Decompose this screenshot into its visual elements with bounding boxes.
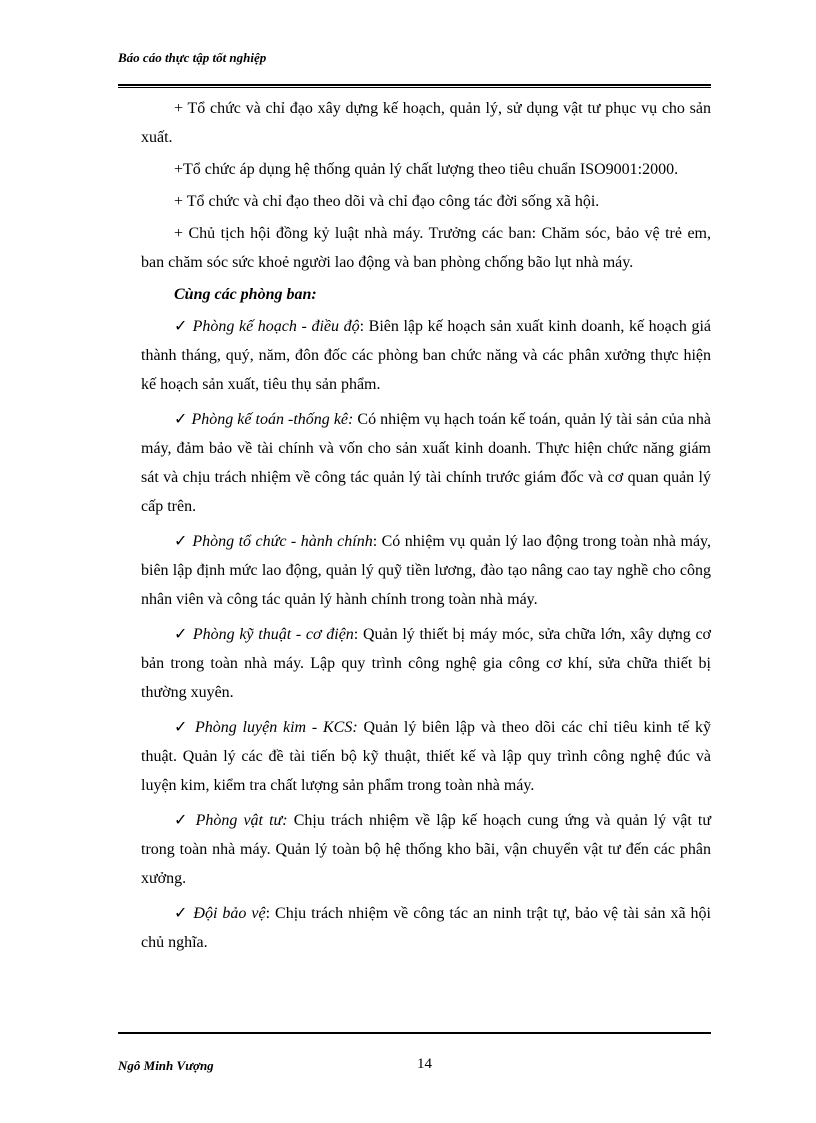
department-description: Biên lập kế hoạch sản xuất kinh doanh, kế hoạch giá thành tháng, quý, năm, đôn đốc các phòng ban chức năng và các phân xưởng thực hiện kế hoạch sản xuất, tiêu thụ sản phẩm. (141, 318, 712, 393)
checkmark-icon: ✓ (174, 626, 189, 643)
page-content (141, 94, 711, 957)
department-accounting (141, 405, 711, 521)
checkmark-icon: ✓ (174, 533, 188, 550)
department-description: Có nhiệm vụ quản lý lao động trong toàn nhà máy, biên lập định mức lao động, quản lý quỹ tiền lương, đào tạo nâng cao tay nghề cho công nhân viên và công tác quản lý hành chính trong toàn nhà máy. (141, 533, 712, 608)
header-title: Báo cáo thực tập tốt nghiệp (118, 50, 267, 65)
department-separator: : (265, 905, 271, 922)
footer-rule (118, 1032, 711, 1034)
department-materials (141, 806, 711, 893)
department-metallurgy (141, 713, 711, 800)
department-description: Quản lý biên lập và theo dõi các chỉ tiêu kinh tế kỹ thuật. Quản lý các đề tài tiến bộ kỹ thuật, thiết kế và lập quy trình công nghệ đúc và luyện kim, kiểm tra chất lượng sản phẩm trong toàn nhà máy. (141, 719, 712, 794)
paragraph-4: + Chủ tịch hội đồng kỷ luật nhà máy. Trưởng các ban: Chăm sóc, bảo vệ trẻ em, ban chăm sóc sức khoẻ người lao động và ban phòng chống bão lụt nhà máy. (141, 225, 711, 271)
section-title: Cùng các phòng ban: (174, 286, 317, 303)
footer-author: Ngô Minh Vượng (118, 1058, 214, 1073)
department-description: Chịu trách nhiệm về lập kế hoạch cung ứng và quản lý vật tư trong toàn nhà máy. Quản lý toàn bộ hệ thống kho bãi, vận chuyển vật tư đến các phân xưởng. (141, 812, 712, 887)
department-separator: : (282, 812, 288, 829)
checkmark-icon: ✓ (174, 411, 188, 428)
department-security (141, 899, 711, 957)
department-separator: : (353, 626, 359, 643)
checkmark-icon: ✓ (174, 812, 190, 829)
department-separator: : (348, 411, 354, 428)
department-name: Phòng luyện kim - KCS (195, 719, 353, 736)
paragraph-1: + Tổ chức và chỉ đạo xây dựng kế hoạch, quản lý, sử dụng vật tư phục vụ cho sản xuất. (141, 100, 711, 146)
department-description: Có nhiệm vụ hạch toán kế toán, quản lý tài sản của nhà máy, đảm bảo về tài chính và vốn cho sản xuất kinh doanh. Thực hiện chức năng giám sát và chịu trách nhiệm về công tác quản lý tài chính trước giám đốc và cơ quan quản lý cấp trên. (141, 411, 712, 515)
department-name: Phòng kế toán -thống kê (191, 411, 349, 428)
department-planning (141, 312, 711, 399)
department-description: Quản lý thiết bị máy móc, sửa chữa lớn, xây dựng cơ bản trong toàn nhà máy. Lập quy trình công nghệ gia công cơ khí, sửa chữa thiết bị thường xuyên. (141, 626, 712, 701)
header-rule (118, 84, 711, 88)
department-name: Phòng vật tư (195, 812, 283, 829)
checkmark-icon: ✓ (174, 719, 190, 736)
department-organization (141, 527, 711, 614)
department-name: Phòng kế hoạch - điều độ (192, 318, 360, 335)
department-separator: : (372, 533, 378, 550)
department-name: Phòng kỹ thuật - cơ điện (192, 626, 354, 643)
department-engineering (141, 620, 711, 707)
checkmark-icon: ✓ (174, 318, 189, 335)
page-number: 14 (417, 1056, 432, 1072)
department-separator: : (352, 719, 358, 736)
department-separator: : (359, 318, 365, 335)
paragraph-3: + Tổ chức và chỉ đạo theo dõi và chỉ đạo công tác đời sống xã hội. (174, 193, 600, 210)
checkmark-icon: ✓ (174, 905, 189, 922)
department-name: Đội bảo vệ (193, 905, 266, 922)
paragraph-2: +Tổ chức áp dụng hệ thống quản lý chất lượng theo tiêu chuẩn ISO9001:2000. (174, 161, 679, 178)
department-name: Phòng tổ chức - hành chính (192, 533, 373, 550)
department-description: Chịu trách nhiệm về công tác an ninh trật tự, bảo vệ tài sản xã hội chủ nghĩa. (141, 905, 712, 951)
